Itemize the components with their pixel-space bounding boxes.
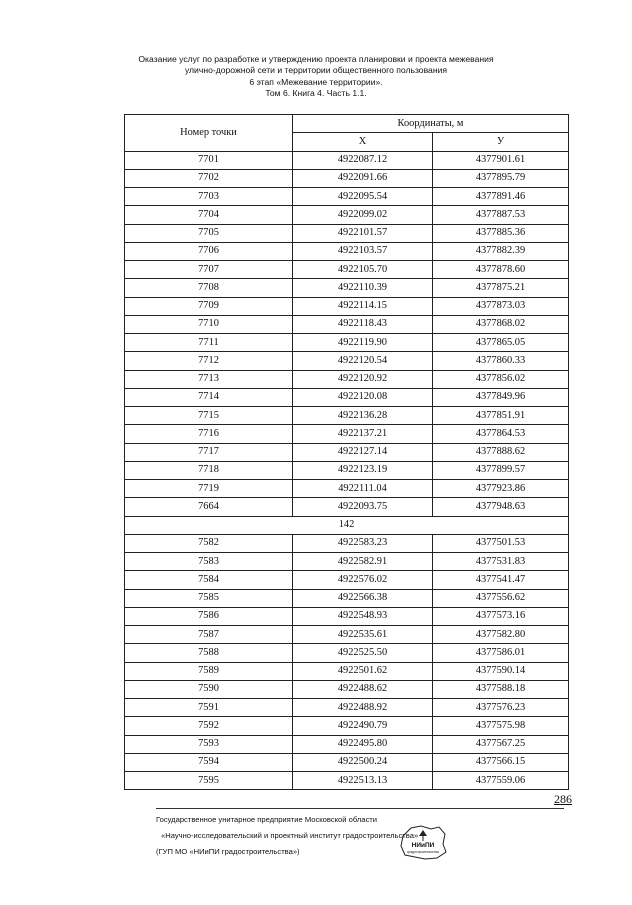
x-coordinate-cell: 4922099.02 bbox=[293, 206, 433, 224]
x-coordinate-cell: 4922535.61 bbox=[293, 626, 433, 644]
table-row bbox=[125, 662, 569, 680]
y-coordinate-cell: 4377567.25 bbox=[433, 735, 569, 753]
x-coordinate-cell: 4922582.91 bbox=[293, 553, 433, 571]
x-coordinate-cell: 4922501.62 bbox=[293, 662, 433, 680]
table-row bbox=[125, 607, 569, 625]
point-number-cell: 7718 bbox=[125, 461, 293, 479]
coordinates-table bbox=[124, 114, 569, 790]
y-coordinate-cell: 4377573.16 bbox=[433, 607, 569, 625]
point-number-cell: 7707 bbox=[125, 261, 293, 279]
point-number-cell: 7583 bbox=[125, 553, 293, 571]
x-coordinate-cell: 4922548.93 bbox=[293, 607, 433, 625]
point-number-cell: 7587 bbox=[125, 626, 293, 644]
table-row bbox=[125, 352, 569, 370]
point-number-cell: 7704 bbox=[125, 206, 293, 224]
y-coordinate-cell: 4377590.14 bbox=[433, 662, 569, 680]
x-coordinate-cell: 4922495.80 bbox=[293, 735, 433, 753]
table-body-b bbox=[125, 534, 569, 790]
point-number-cell: 7712 bbox=[125, 352, 293, 370]
point-number-cell: 7715 bbox=[125, 407, 293, 425]
table-row bbox=[125, 753, 569, 771]
y-coordinate-cell: 4377895.79 bbox=[433, 169, 569, 187]
y-coordinate-cell: 4377888.62 bbox=[433, 443, 569, 461]
x-coordinate-cell: 4922091.66 bbox=[293, 169, 433, 187]
x-coordinate-cell: 4922105.70 bbox=[293, 261, 433, 279]
table-row bbox=[125, 188, 569, 206]
table-row bbox=[125, 315, 569, 333]
x-coordinate-cell: 4922111.04 bbox=[293, 480, 433, 498]
x-coordinate-cell: 4922119.90 bbox=[293, 334, 433, 352]
table-row bbox=[125, 334, 569, 352]
x-coordinate-cell: 4922120.92 bbox=[293, 370, 433, 388]
document-header bbox=[0, 54, 632, 100]
x-coordinate-cell: 4922120.08 bbox=[293, 388, 433, 406]
y-coordinate-cell: 4377885.36 bbox=[433, 224, 569, 242]
x-coordinate-cell: 4922110.39 bbox=[293, 279, 433, 297]
x-coordinate-cell: 4922566.38 bbox=[293, 589, 433, 607]
table-row bbox=[125, 772, 569, 790]
header-line-2: улично-дорожной сети и территории общественного пользования bbox=[184, 65, 448, 76]
footer-divider bbox=[156, 808, 564, 809]
point-number-cell: 7585 bbox=[125, 589, 293, 607]
x-coordinate-cell: 4922095.54 bbox=[293, 188, 433, 206]
point-number-cell: 7708 bbox=[125, 279, 293, 297]
org-name-line-3: (ГУП МО «НИиПИ градостроительства») bbox=[156, 847, 300, 856]
point-number-cell: 7594 bbox=[125, 753, 293, 771]
y-coordinate-cell: 4377868.02 bbox=[433, 315, 569, 333]
y-coordinate-cell: 4377882.39 bbox=[433, 242, 569, 260]
point-number-cell: 7711 bbox=[125, 334, 293, 352]
table-row bbox=[125, 498, 569, 516]
y-coordinate-cell: 4377865.05 bbox=[433, 334, 569, 352]
point-number-cell: 7590 bbox=[125, 680, 293, 698]
table-row bbox=[125, 206, 569, 224]
x-coordinate-cell: 4922576.02 bbox=[293, 571, 433, 589]
y-coordinate-cell: 4377575.98 bbox=[433, 717, 569, 735]
point-number-cell: 7582 bbox=[125, 534, 293, 552]
y-coordinate-cell: 4377887.53 bbox=[433, 206, 569, 224]
x-coordinate-cell: 4922087.12 bbox=[293, 151, 433, 169]
table-row bbox=[125, 735, 569, 753]
x-coordinate-cell: 4922093.75 bbox=[293, 498, 433, 516]
y-coordinate-cell: 4377891.46 bbox=[433, 188, 569, 206]
point-number-cell: 7705 bbox=[125, 224, 293, 242]
point-number-cell: 7709 bbox=[125, 297, 293, 315]
x-header: X bbox=[293, 133, 433, 151]
point-number-cell: 7664 bbox=[125, 498, 293, 516]
x-coordinate-cell: 4922101.57 bbox=[293, 224, 433, 242]
y-coordinate-cell: 4377948.63 bbox=[433, 498, 569, 516]
org-name-line-2: «Научно-исследовательский и проектный институт градостроительства» bbox=[161, 831, 419, 840]
y-coordinate-cell: 4377899.57 bbox=[433, 461, 569, 479]
point-number-cell: 7703 bbox=[125, 188, 293, 206]
point-number-cell: 7588 bbox=[125, 644, 293, 662]
logo-subtext: градостроительства bbox=[407, 850, 439, 854]
y-coordinate-cell: 4377923.86 bbox=[433, 480, 569, 498]
table-row bbox=[125, 388, 569, 406]
point-number-cell: 7586 bbox=[125, 607, 293, 625]
header-line-1: Оказание услуг по разработке и утверждению проекта планировки и проекта межевания bbox=[138, 54, 494, 64]
y-coordinate-cell: 4377501.53 bbox=[433, 534, 569, 552]
y-coordinate-cell: 4377582.80 bbox=[433, 626, 569, 644]
table-row bbox=[125, 461, 569, 479]
table-body-a bbox=[125, 151, 569, 516]
logo-text: НИиПИ bbox=[411, 842, 435, 849]
table-row bbox=[125, 279, 569, 297]
x-coordinate-cell: 4922123.19 bbox=[293, 461, 433, 479]
x-coordinate-cell: 4922500.24 bbox=[293, 753, 433, 771]
section-row bbox=[125, 516, 569, 534]
table-row bbox=[125, 224, 569, 242]
y-header: У bbox=[433, 133, 569, 151]
table-row bbox=[125, 151, 569, 169]
y-coordinate-cell: 4377849.96 bbox=[433, 388, 569, 406]
point-number-cell: 7701 bbox=[125, 151, 293, 169]
point-number-header: Номер точки bbox=[125, 115, 293, 152]
x-coordinate-cell: 4922136.28 bbox=[293, 407, 433, 425]
y-coordinate-cell: 4377531.83 bbox=[433, 553, 569, 571]
y-coordinate-cell: 4377856.02 bbox=[433, 370, 569, 388]
coordinates-header: Координаты, м bbox=[293, 115, 569, 133]
table-row bbox=[125, 589, 569, 607]
table-row bbox=[125, 626, 569, 644]
point-number-cell: 7592 bbox=[125, 717, 293, 735]
x-coordinate-cell: 4922525.50 bbox=[293, 644, 433, 662]
org-name-line-1: Государственное унитарное предприятие Московской области bbox=[156, 815, 378, 824]
point-number-cell: 7706 bbox=[125, 242, 293, 260]
y-coordinate-cell: 4377556.62 bbox=[433, 589, 569, 607]
y-coordinate-cell: 4377860.33 bbox=[433, 352, 569, 370]
y-coordinate-cell: 4377566.15 bbox=[433, 753, 569, 771]
table-row bbox=[125, 425, 569, 443]
table-row bbox=[125, 169, 569, 187]
point-number-cell: 7584 bbox=[125, 571, 293, 589]
table-row bbox=[125, 407, 569, 425]
point-number-cell: 7714 bbox=[125, 388, 293, 406]
table-row bbox=[125, 261, 569, 279]
header-line-4: Том 6. Книга 4. Часть 1.1. bbox=[265, 88, 367, 99]
table-row bbox=[125, 680, 569, 698]
section-label: 142 bbox=[125, 516, 569, 534]
table-row bbox=[125, 297, 569, 315]
x-coordinate-cell: 4922513.13 bbox=[293, 772, 433, 790]
x-coordinate-cell: 4922137.21 bbox=[293, 425, 433, 443]
table-row bbox=[125, 553, 569, 571]
point-number-cell: 7595 bbox=[125, 772, 293, 790]
point-number-cell: 7713 bbox=[125, 370, 293, 388]
x-coordinate-cell: 4922103.57 bbox=[293, 242, 433, 260]
x-coordinate-cell: 4922127.14 bbox=[293, 443, 433, 461]
y-coordinate-cell: 4377559.06 bbox=[433, 772, 569, 790]
table-row bbox=[125, 534, 569, 552]
y-coordinate-cell: 4377576.23 bbox=[433, 699, 569, 717]
y-coordinate-cell: 4377851.91 bbox=[433, 407, 569, 425]
table-row bbox=[125, 571, 569, 589]
y-coordinate-cell: 4377864.53 bbox=[433, 425, 569, 443]
y-coordinate-cell: 4377875.21 bbox=[433, 279, 569, 297]
table-row bbox=[125, 480, 569, 498]
point-number-cell: 7702 bbox=[125, 169, 293, 187]
table-row bbox=[125, 644, 569, 662]
table-row bbox=[125, 370, 569, 388]
point-number-cell: 7719 bbox=[125, 480, 293, 498]
x-coordinate-cell: 4922488.62 bbox=[293, 680, 433, 698]
x-coordinate-cell: 4922120.54 bbox=[293, 352, 433, 370]
x-coordinate-cell: 4922114.15 bbox=[293, 297, 433, 315]
y-coordinate-cell: 4377586.01 bbox=[433, 644, 569, 662]
point-number-cell: 7591 bbox=[125, 699, 293, 717]
table-row bbox=[125, 717, 569, 735]
header-line-3: 6 этап «Межевание территории». bbox=[249, 76, 383, 87]
point-number-cell: 7717 bbox=[125, 443, 293, 461]
point-number-cell: 7589 bbox=[125, 662, 293, 680]
y-coordinate-cell: 4377541.47 bbox=[433, 571, 569, 589]
y-coordinate-cell: 4377878.60 bbox=[433, 261, 569, 279]
table-row bbox=[125, 699, 569, 717]
y-coordinate-cell: 4377588.18 bbox=[433, 680, 569, 698]
table-row bbox=[125, 242, 569, 260]
page-number: 286 bbox=[554, 792, 572, 806]
x-coordinate-cell: 4922118.43 bbox=[293, 315, 433, 333]
x-coordinate-cell: 4922583.23 bbox=[293, 534, 433, 552]
x-coordinate-cell: 4922490.79 bbox=[293, 717, 433, 735]
table-row bbox=[125, 443, 569, 461]
institute-logo-icon bbox=[397, 822, 449, 862]
y-coordinate-cell: 4377873.03 bbox=[433, 297, 569, 315]
x-coordinate-cell: 4922488.92 bbox=[293, 699, 433, 717]
point-number-cell: 7716 bbox=[125, 425, 293, 443]
point-number-cell: 7593 bbox=[125, 735, 293, 753]
y-coordinate-cell: 4377901.61 bbox=[433, 151, 569, 169]
point-number-cell: 7710 bbox=[125, 315, 293, 333]
